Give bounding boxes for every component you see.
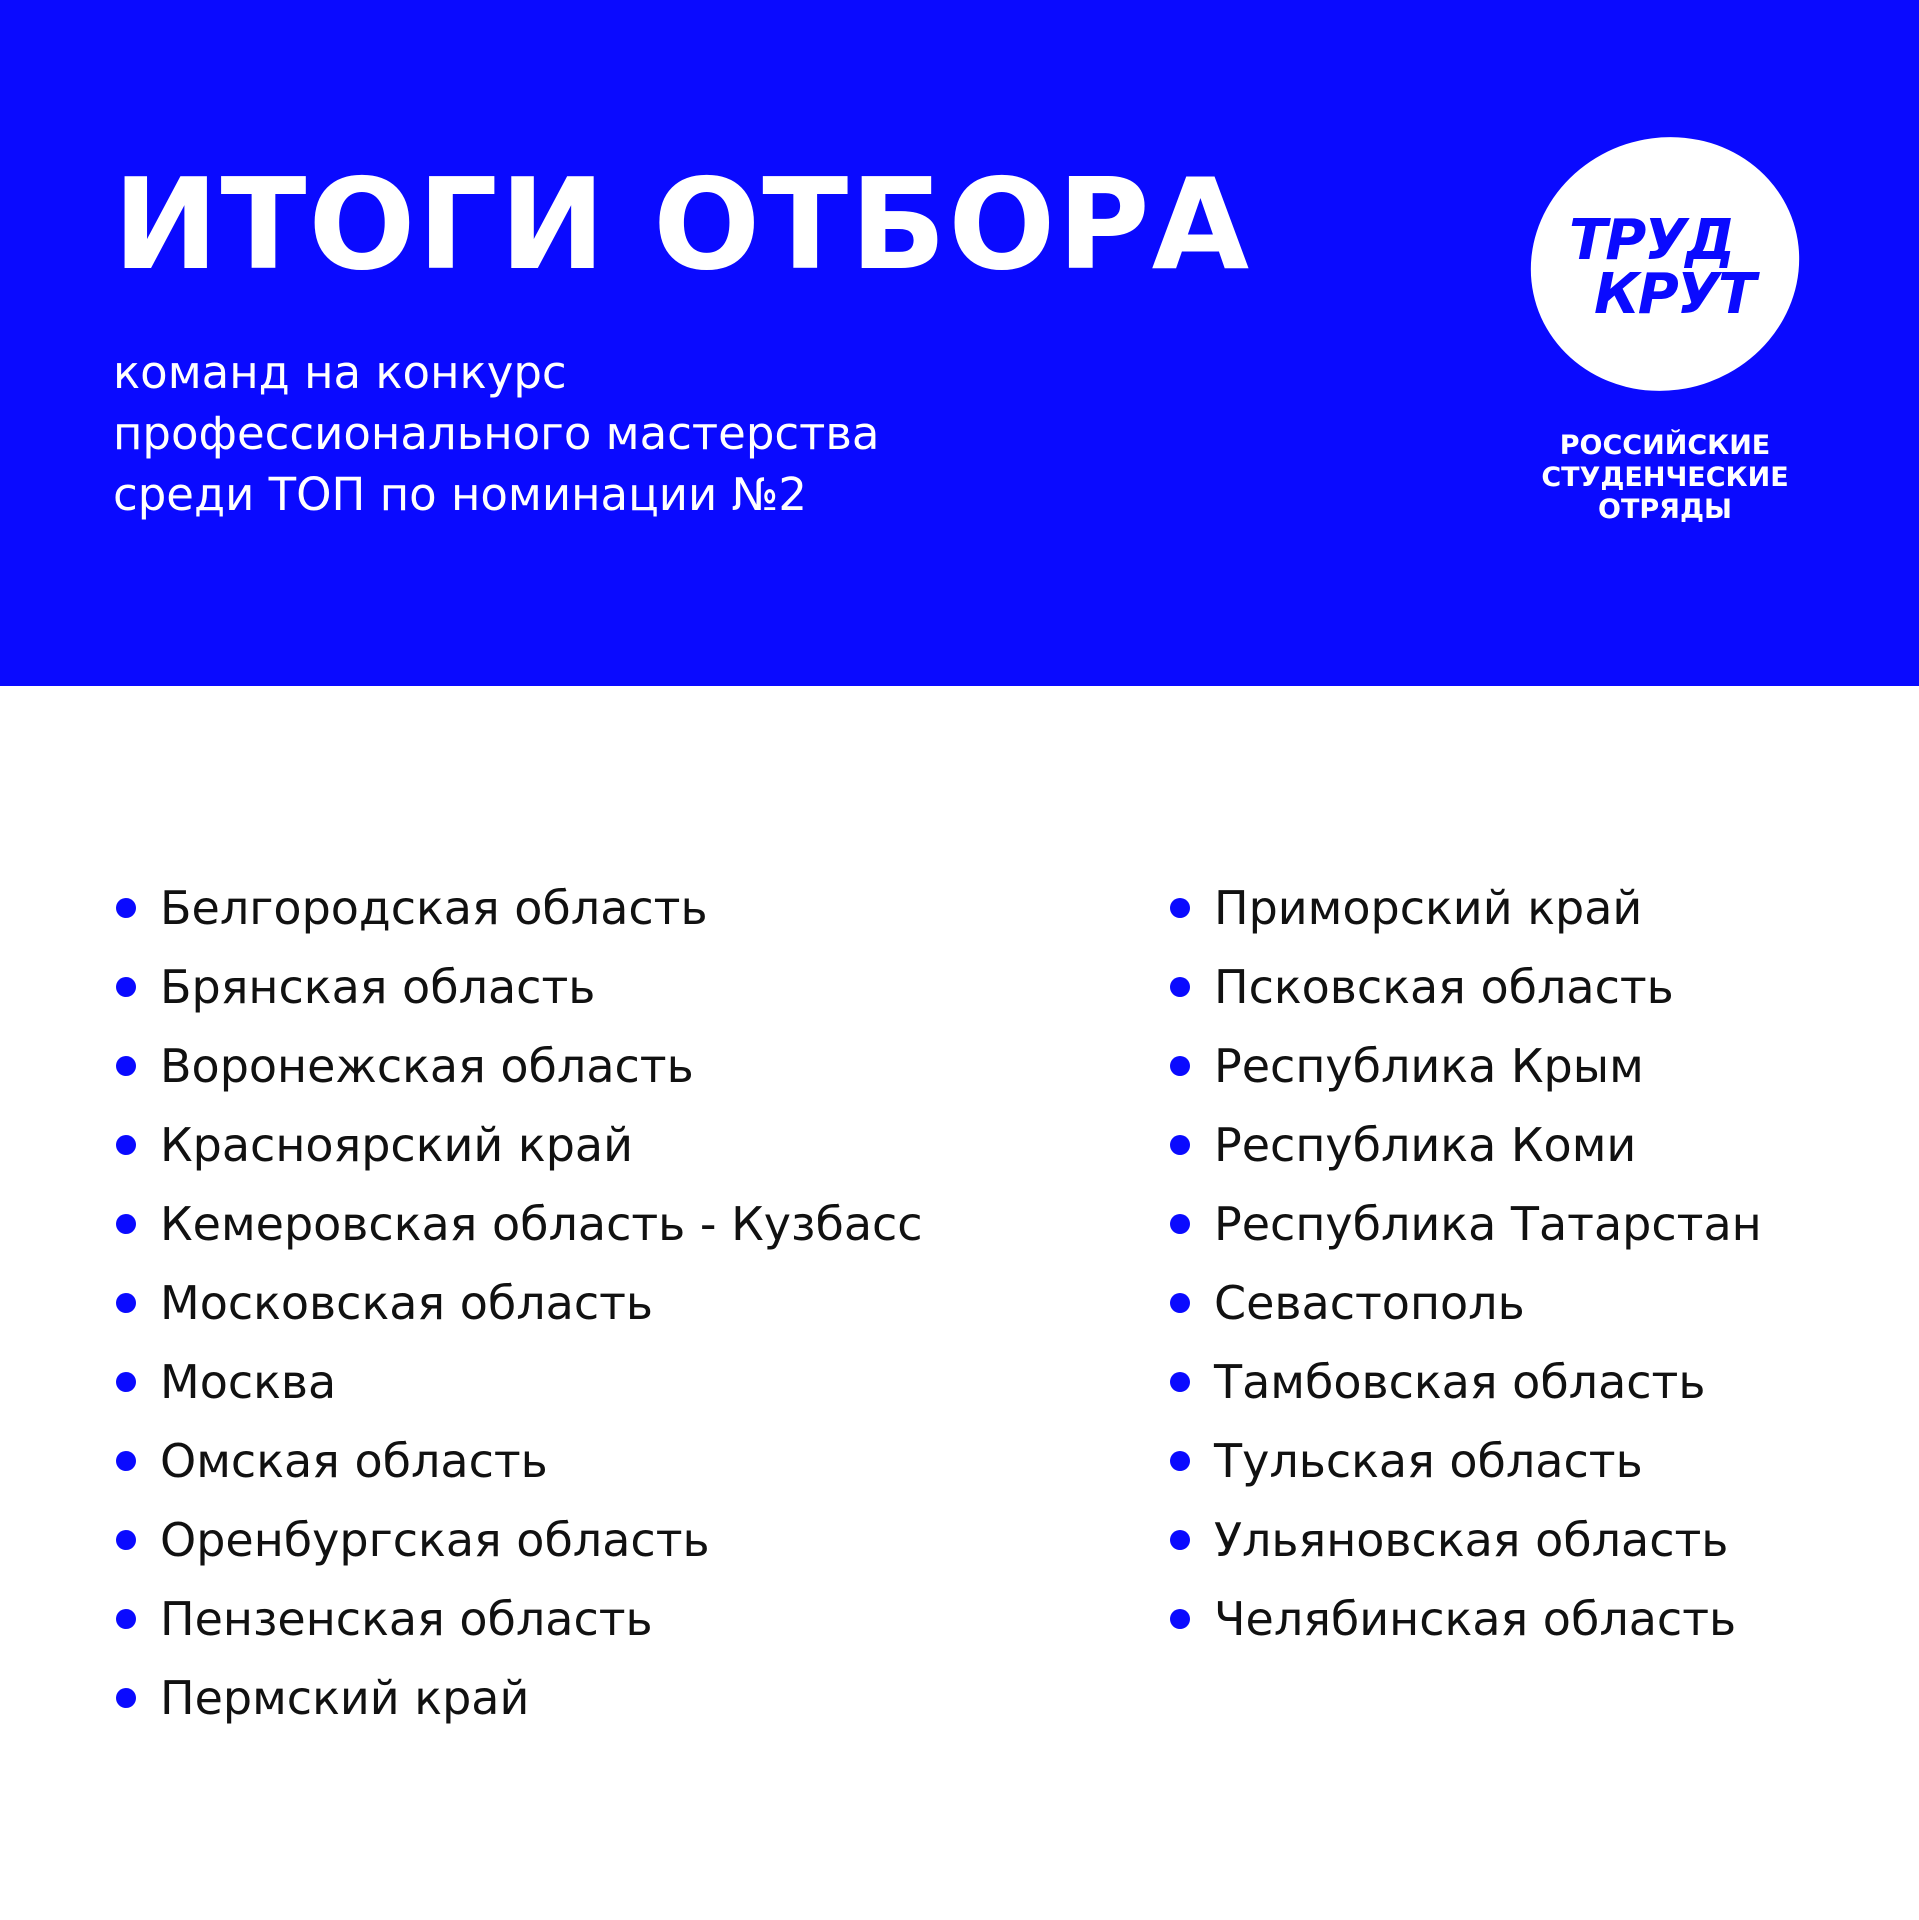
bullet-icon [116, 1688, 136, 1708]
region-name: Пензенская область [160, 1591, 653, 1646]
region-name: Москва [160, 1354, 337, 1409]
subtitle-line: профессионального мастерства [113, 407, 880, 460]
list-item [113, 1500, 923, 1579]
list-item [1167, 1500, 1762, 1579]
bullet-icon [116, 1530, 136, 1550]
region-name: Оренбургская область [160, 1512, 710, 1567]
list-item [113, 1184, 923, 1263]
subtitle-line: команд на конкурс [113, 346, 567, 399]
region-name: Челябинская область [1214, 1591, 1737, 1646]
trud-krut-logo [1530, 138, 1800, 530]
region-name: Севастополь [1214, 1275, 1525, 1330]
region-name: Московская область [160, 1275, 654, 1330]
bullet-icon [1170, 1372, 1190, 1392]
list-item [1167, 1342, 1762, 1421]
list-item [1167, 1105, 1762, 1184]
region-name: Приморский край [1214, 880, 1643, 935]
page-subtitle [113, 342, 879, 525]
list-item [113, 1421, 923, 1500]
bullet-icon [116, 1056, 136, 1076]
bullet-icon [1170, 1214, 1190, 1234]
bullet-icon [116, 1214, 136, 1234]
bullet-icon [116, 1293, 136, 1313]
list-item [113, 868, 923, 947]
region-name: Республика Татарстан [1214, 1196, 1762, 1251]
logo-caption-line: ОТРЯДЫ [1598, 494, 1732, 525]
page-title: ИТОГИ ОТБОРА [113, 151, 1252, 298]
bullet-icon [116, 1372, 136, 1392]
list-item [113, 1579, 923, 1658]
region-name: Республика Крым [1214, 1038, 1644, 1093]
list-item [1167, 1579, 1762, 1658]
bullet-icon [1170, 1609, 1190, 1629]
subtitle-line: среди ТОП по номинации №2 [113, 468, 807, 521]
list-item [113, 1026, 923, 1105]
region-name: Пермский край [160, 1670, 530, 1725]
bullet-icon [1170, 1530, 1190, 1550]
bullet-icon [116, 1451, 136, 1471]
list-item [1167, 1421, 1762, 1500]
list-item [1167, 868, 1762, 947]
regions-list-left [113, 868, 923, 1737]
logo-caption-line: РОССИЙСКИЕ [1559, 430, 1771, 461]
region-name: Кемеровская область - Кузбасс [160, 1196, 923, 1251]
logo-word: КРУТ [1594, 262, 1755, 327]
bullet-icon [116, 1135, 136, 1155]
list-item [1167, 947, 1762, 1026]
bullet-icon [116, 977, 136, 997]
region-name: Красноярский край [160, 1117, 633, 1172]
region-name: Брянская область [160, 959, 596, 1014]
region-name: Псковская область [1214, 959, 1674, 1014]
bullet-icon [1170, 1056, 1190, 1076]
list-item [1167, 1263, 1762, 1342]
region-name: Тульская область [1214, 1433, 1643, 1488]
list-item [113, 1658, 923, 1737]
list-item [113, 1342, 923, 1421]
bullet-icon [1170, 1451, 1190, 1471]
region-name: Воронежская область [160, 1038, 694, 1093]
logo-word: ТРУД [1569, 208, 1734, 273]
logo-caption [1510, 430, 1820, 526]
bullet-icon [1170, 1135, 1190, 1155]
bullet-icon [116, 898, 136, 918]
logo-caption-line: СТУДЕНЧЕСКИЕ [1541, 462, 1789, 493]
list-item [113, 1105, 923, 1184]
bullet-icon [116, 1609, 136, 1629]
region-name: Республика Коми [1214, 1117, 1637, 1172]
list-item [113, 947, 923, 1026]
region-name: Белгородская область [160, 880, 708, 935]
region-name: Омская область [160, 1433, 548, 1488]
list-item [1167, 1026, 1762, 1105]
regions-list-right [1167, 868, 1762, 1658]
region-name: Ульяновская область [1214, 1512, 1729, 1567]
bullet-icon [1170, 1293, 1190, 1313]
bullet-icon [1170, 898, 1190, 918]
bullet-icon [1170, 977, 1190, 997]
list-item [113, 1263, 923, 1342]
region-name: Тамбовская область [1214, 1354, 1706, 1409]
header-banner [0, 0, 1919, 686]
list-item [1167, 1184, 1762, 1263]
